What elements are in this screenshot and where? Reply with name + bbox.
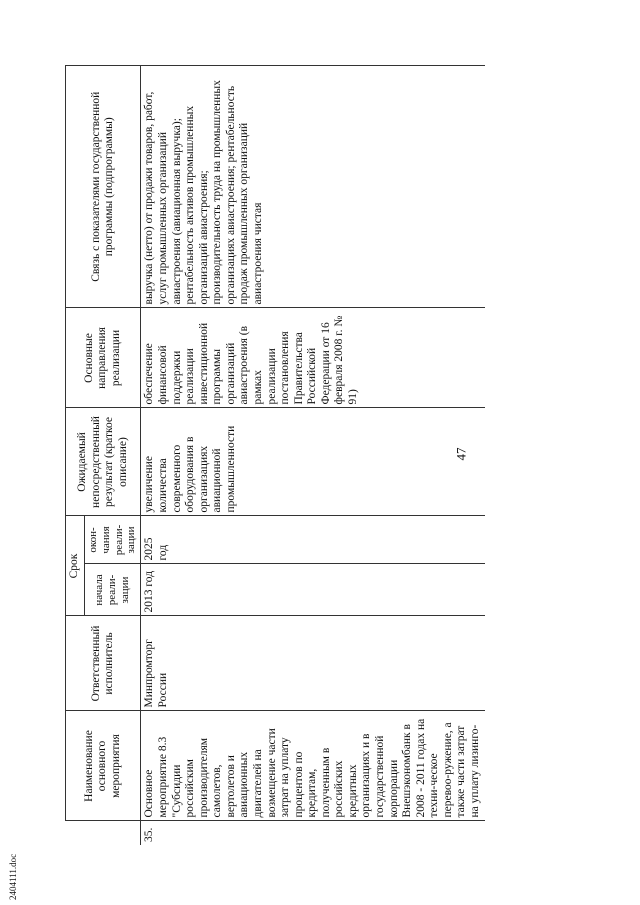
header-term: Срок: [66, 516, 85, 616]
header-term-start: начала реали-зации: [84, 564, 141, 616]
header-term-end: окон-чания реали-зации: [84, 516, 141, 564]
header-row-1: [66, 66, 85, 846]
header-directions: Основные направления реализации: [66, 308, 141, 408]
header-link: Связь с показателями государственной программы (подпрограммы): [66, 66, 141, 308]
header-executor: Ответственный исполнитель: [66, 616, 141, 711]
row-name: Основное мероприятие 8.3 "Субсидии российским производителям самолетов, вертолетов и авиационных двигателей на возмещение части затрат на уплату процентов по кредитам, полученным в российских кредитных организациях и в государственной корпорации Внешэкономбанк в 2008 - 2011 годах на техни-ческое перевоо-ружение, а также части затрат на уплату лизинго-: [141, 711, 485, 821]
row-executor: Минпромторг России: [141, 616, 485, 711]
rotated-table-container: [65, 65, 585, 845]
row-result: увеличение количества современного оборудования в организациях авиационной промышленности: [141, 408, 485, 516]
header-expected-result: Ожидаемый непосредственный результат (краткое описание): [66, 408, 141, 516]
row-number: 35.: [141, 821, 485, 845]
header-num: [66, 821, 141, 845]
row-link: выручка (нетто) от продажи товаров, работ, услуг промышленных организаций авиастроения (авиационная выручка); рентабельность активов промышленных организаций авиастроения; производительность труда на промышленных организациях авиастроения; рентабельность продаж промышленных организаций авиастроения чистая: [141, 66, 485, 308]
table-row: [141, 66, 485, 846]
program-table: [65, 65, 485, 845]
page-number: 47: [453, 447, 469, 461]
document-code: 2404111.doc: [8, 853, 18, 900]
row-directions: обеспечение финансовой поддержки реализации инвестиционной программы организаций авиастроения (в рамках реализации постановления Правительства Российской Федерации от 16 февраля 2008 г. № 91): [141, 308, 485, 408]
row-start: 2013 год: [141, 564, 485, 616]
header-name: Наименование основного мероприятия: [66, 711, 141, 821]
row-end: 2025 год: [141, 516, 485, 564]
